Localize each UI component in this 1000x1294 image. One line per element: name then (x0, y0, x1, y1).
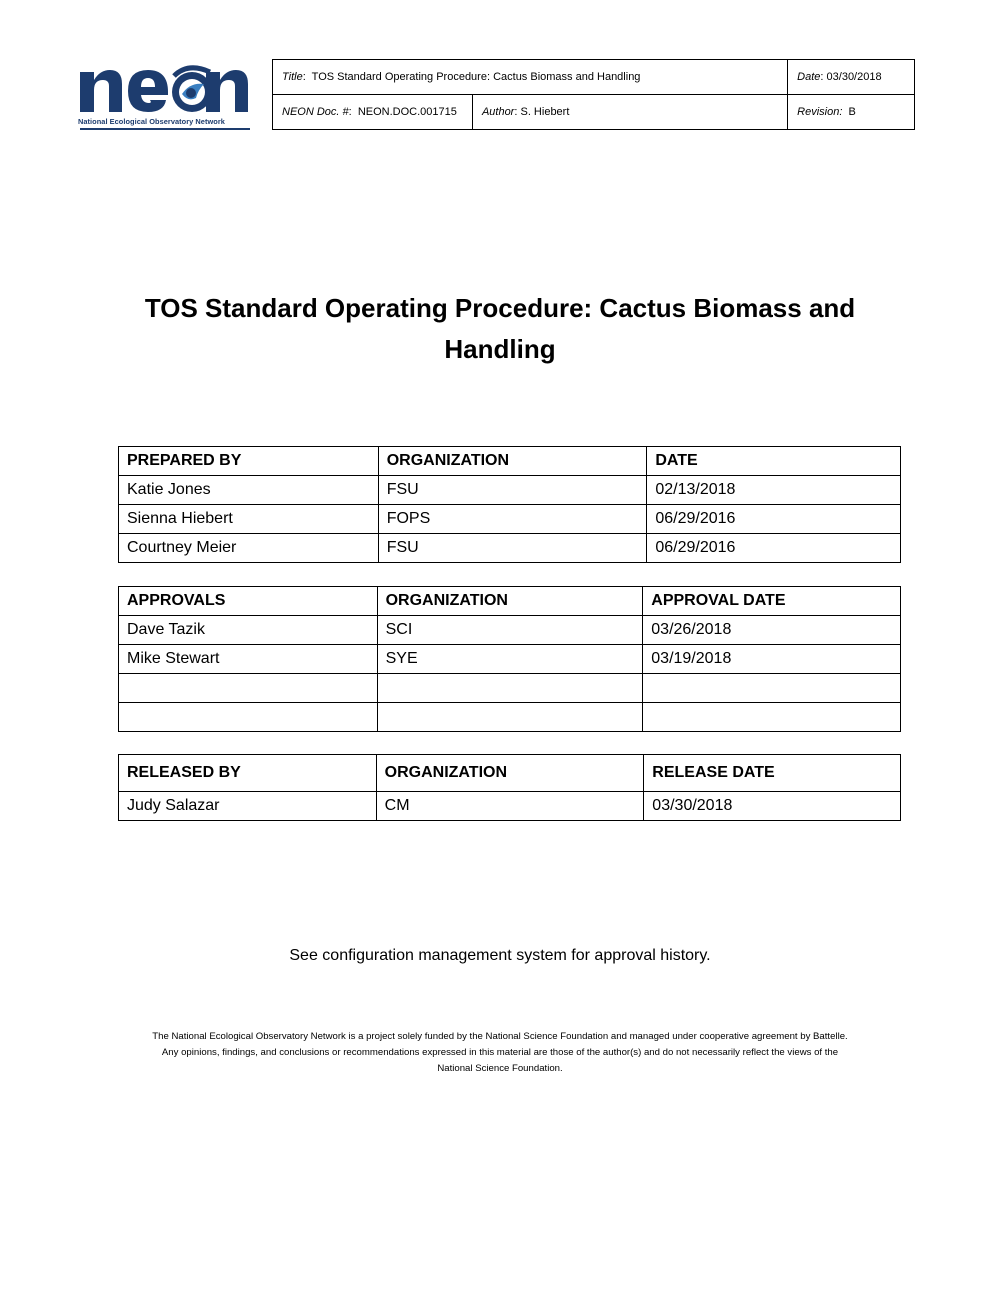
logo-underline (80, 128, 250, 130)
neon-wordmark-graphic (78, 62, 252, 114)
table-row (119, 476, 901, 505)
disclaimer-line: The National Ecological Observatory Network is a project solely funded by the National Science Foundation and managed under cooperative agreement by Battelle. (152, 1031, 848, 1042)
table-header-row (119, 587, 901, 616)
column-header: APPROVALS (119, 587, 378, 616)
config-management-note: See configuration management system for approval history. (289, 947, 711, 964)
doc-value: NEON.DOC.001715 (357, 106, 457, 118)
prepared-by-table (118, 446, 901, 563)
table-cell: FSU (378, 476, 647, 505)
disclaimer-line: National Science Foundation. (437, 1063, 563, 1074)
table-cell: Judy Salazar (119, 792, 377, 821)
column-header: PREPARED BY (119, 447, 379, 476)
column-header: ORGANIZATION (377, 587, 643, 616)
doc-label: NEON Doc. # (282, 106, 349, 118)
document-header-table (272, 59, 915, 130)
table-row (119, 505, 901, 534)
column-header: ORGANIZATION (376, 755, 644, 792)
header-doc-cell: NEON Doc. #: NEON.DOC.001715 (273, 95, 473, 130)
table-row-empty (119, 703, 901, 732)
date-value: 03/30/2018 (826, 71, 882, 83)
table-cell (377, 674, 643, 703)
document-title-line2: Handling (444, 334, 556, 364)
table-cell (643, 703, 901, 732)
neon-logo (78, 62, 252, 130)
header-row-meta (273, 95, 915, 130)
table-cell: FSU (378, 534, 647, 563)
logo-subtitle: National Ecological Observatory Network (78, 117, 225, 126)
table-cell: Courtney Meier (119, 534, 379, 563)
table-cell: Dave Tazik (119, 616, 378, 645)
table-cell: CM (376, 792, 644, 821)
column-header: RELEASED BY (119, 755, 377, 792)
table-cell: SYE (377, 645, 643, 674)
table-row (119, 792, 901, 821)
table-cell: 06/29/2016 (647, 534, 901, 563)
document-title (100, 288, 900, 370)
funding-disclaimer (110, 1029, 890, 1077)
revision-label: Revision: (797, 106, 843, 118)
table-cell: SCI (377, 616, 643, 645)
document-title-line1: TOS Standard Operating Procedure: Cactus Biomass and (144, 293, 856, 323)
column-header: DATE (647, 447, 901, 476)
revision-value: B (848, 106, 856, 118)
author-value: S. Hiebert (520, 106, 570, 118)
table-cell: 02/13/2018 (647, 476, 901, 505)
column-header: RELEASE DATE (644, 755, 901, 792)
header-revision-cell (788, 95, 915, 130)
header-row-title (273, 60, 915, 95)
column-header: ORGANIZATION (378, 447, 647, 476)
table-row-empty (119, 674, 901, 703)
table-cell: Sienna Hiebert (119, 505, 379, 534)
column-header: APPROVAL DATE (643, 587, 901, 616)
table-cell (643, 674, 901, 703)
table-row (119, 616, 901, 645)
title-value: TOS Standard Operating Procedure: Cactus Biomass and Handling (311, 71, 641, 83)
header-date-cell: Date: 03/30/2018 (788, 60, 915, 95)
table-header-row (119, 755, 901, 792)
date-label: Date (797, 71, 821, 83)
table-header-row (119, 447, 901, 476)
disclaimer-line: Any opinions, findings, and conclusions or recommendations expressed in this material are those of the author(s) and do not necessarily reflect the views of the (161, 1047, 839, 1058)
table-row (119, 645, 901, 674)
title-label: Title (282, 71, 303, 83)
table-cell: 03/26/2018 (643, 616, 901, 645)
table-cell: 03/30/2018 (644, 792, 901, 821)
header-title-cell: Title: TOS Standard Operating Procedure: Cactus Biomass and Handling (273, 60, 788, 95)
table-cell (377, 703, 643, 732)
table-cell: FOPS (378, 505, 647, 534)
approvals-table (118, 586, 901, 732)
table-cell: 03/19/2018 (643, 645, 901, 674)
table-cell: Katie Jones (119, 476, 379, 505)
table-cell (119, 703, 378, 732)
header-author-cell: Author: S. Hiebert (472, 95, 787, 130)
table-cell: 06/29/2016 (647, 505, 901, 534)
table-row (119, 534, 901, 563)
author-label: Author (481, 106, 515, 118)
table-cell (119, 674, 378, 703)
table-cell: Mike Stewart (119, 645, 378, 674)
released-by-table (118, 754, 901, 821)
